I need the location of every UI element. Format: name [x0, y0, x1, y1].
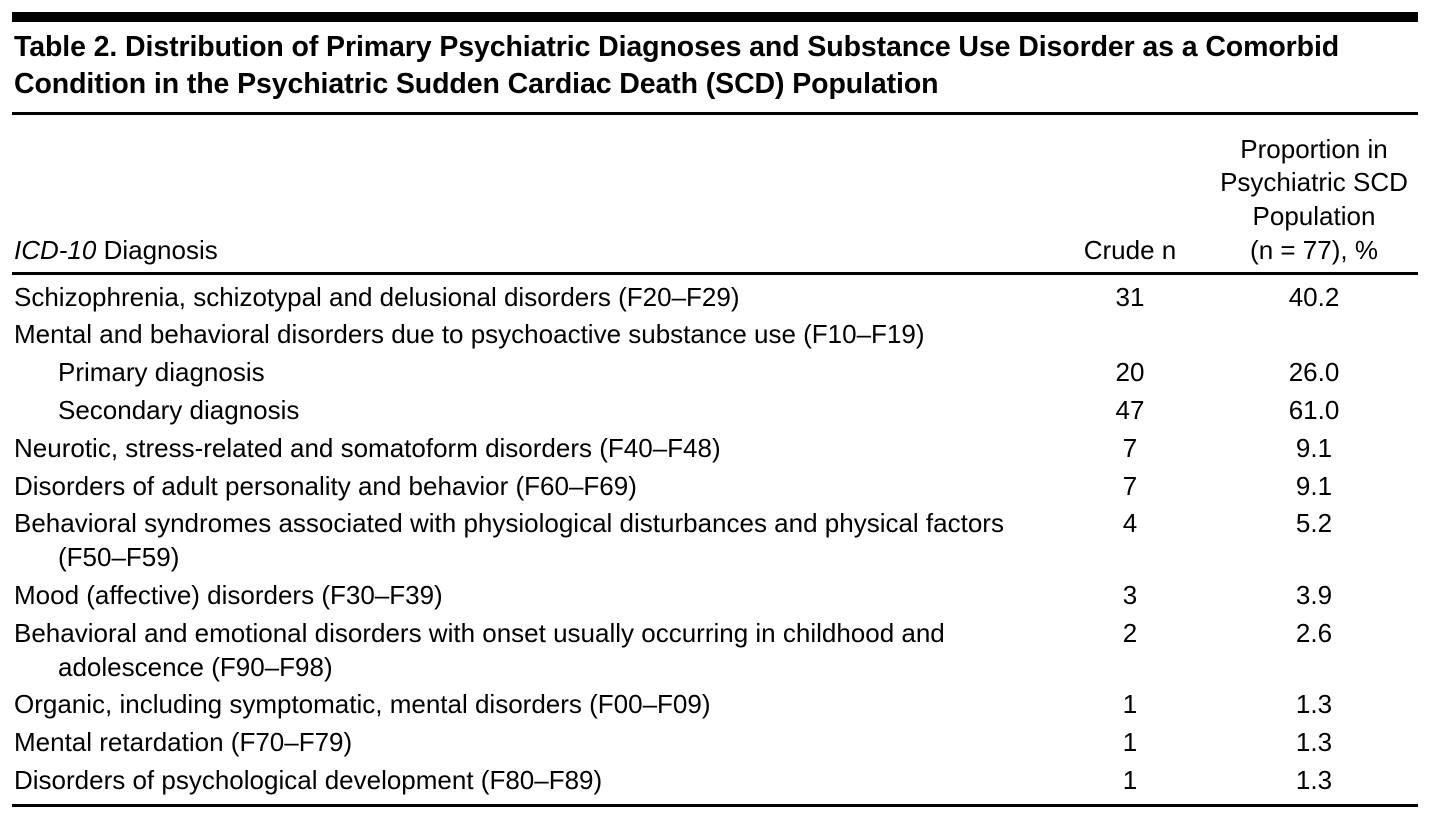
row-label: Disorders of adult personality and behavior (F60–F69)	[14, 470, 637, 501]
row-proportion: 2.6	[1295, 617, 1333, 648]
row-crude-n: 20	[1115, 357, 1145, 388]
column-header-crude-n	[1050, 115, 1210, 272]
row-crude-n: 3	[1122, 580, 1138, 611]
table-bottom-rule	[12, 804, 1418, 807]
table-top-rule	[12, 12, 1418, 22]
row-proportion: 9.1	[1295, 470, 1333, 501]
table-row	[12, 430, 1418, 468]
row-proportion: 5.2	[1295, 508, 1333, 539]
table-row	[12, 316, 1418, 354]
row-proportion: 9.1	[1295, 432, 1333, 463]
row-crude-n: 1	[1122, 727, 1138, 758]
row-label: Neurotic, stress-related and somatoform disorders (F40–F48)	[14, 432, 721, 463]
table-row	[12, 468, 1418, 506]
row-label: Organic, including symptomatic, mental disorders (F00–F09)	[14, 689, 711, 720]
proportion-line-1: Proportion in	[1240, 133, 1388, 164]
table-row	[12, 279, 1418, 317]
table-header	[12, 115, 1418, 272]
row-crude-n	[1050, 316, 1210, 354]
row-label: Disorders of psychological development (F80–F89)	[14, 765, 603, 796]
row-label: Schizophrenia, schizotypal and delusional disorders (F20–F29)	[14, 281, 740, 312]
row-label: Behavioral syndromes associated with physiological disturbances and physical factors (F50–F59)	[14, 508, 1004, 573]
row-proportion: 1.3	[1295, 689, 1333, 720]
diagnosis-table-body	[12, 275, 1418, 804]
row-crude-n: 7	[1122, 470, 1138, 501]
row-crude-n: 2	[1122, 617, 1138, 648]
table-row	[12, 577, 1418, 615]
row-proportion: 61.0	[1288, 395, 1340, 426]
row-proportion: 3.9	[1295, 580, 1333, 611]
row-crude-n: 4	[1122, 508, 1138, 539]
table-row	[12, 392, 1418, 430]
table-container	[0, 12, 1430, 807]
row-label: Behavioral and emotional disorders with onset usually occurring in childhood and adolescence (F90–F98)	[14, 617, 945, 682]
icd10-label: ICD-10	[14, 234, 97, 265]
proportion-line-4: (n = 77), %	[1250, 234, 1378, 265]
table-row	[12, 724, 1418, 762]
row-crude-n: 7	[1122, 432, 1138, 463]
table-row	[12, 505, 1418, 577]
row-label: Mental and behavioral disorders due to psychoactive substance use (F10–F19)	[14, 319, 925, 350]
table-row	[12, 762, 1418, 800]
row-label: Mental retardation (F70–F79)	[14, 727, 353, 758]
table-row	[12, 354, 1418, 392]
row-proportion: 26.0	[1288, 357, 1340, 388]
table-body	[12, 275, 1418, 804]
proportion-stack	[1210, 133, 1418, 268]
row-crude-n: 1	[1122, 765, 1138, 796]
table-row	[12, 615, 1418, 687]
row-crude-n: 1	[1122, 689, 1138, 720]
crude-n-label: Crude n	[1083, 234, 1177, 265]
table-row	[12, 686, 1418, 724]
proportion-line-3: Population	[1252, 201, 1376, 232]
row-label: Mood (affective) disorders (F30–F39)	[14, 580, 443, 611]
diagnosis-label: Diagnosis	[96, 234, 218, 265]
row-crude-n: 31	[1115, 281, 1145, 312]
row-label: Secondary diagnosis	[58, 395, 300, 426]
row-proportion: 40.2	[1288, 281, 1340, 312]
row-label: Primary diagnosis	[58, 357, 265, 388]
table-caption: Table 2. Distribution of Primary Psychiatric Diagnoses and Substance Use Disorder as a Comorbid Condition in the Psychiatric Sudden Cardiac Death (SCD) Population	[14, 31, 1340, 100]
proportion-line-2: Psychiatric SCD	[1220, 167, 1408, 198]
diagnosis-table	[12, 115, 1418, 272]
row-proportion: 1.3	[1295, 727, 1333, 758]
column-header-diagnosis	[12, 115, 1050, 272]
row-proportion	[1210, 316, 1418, 354]
row-proportion: 1.3	[1295, 765, 1333, 796]
column-header-proportion	[1210, 115, 1418, 272]
row-crude-n: 47	[1115, 395, 1145, 426]
